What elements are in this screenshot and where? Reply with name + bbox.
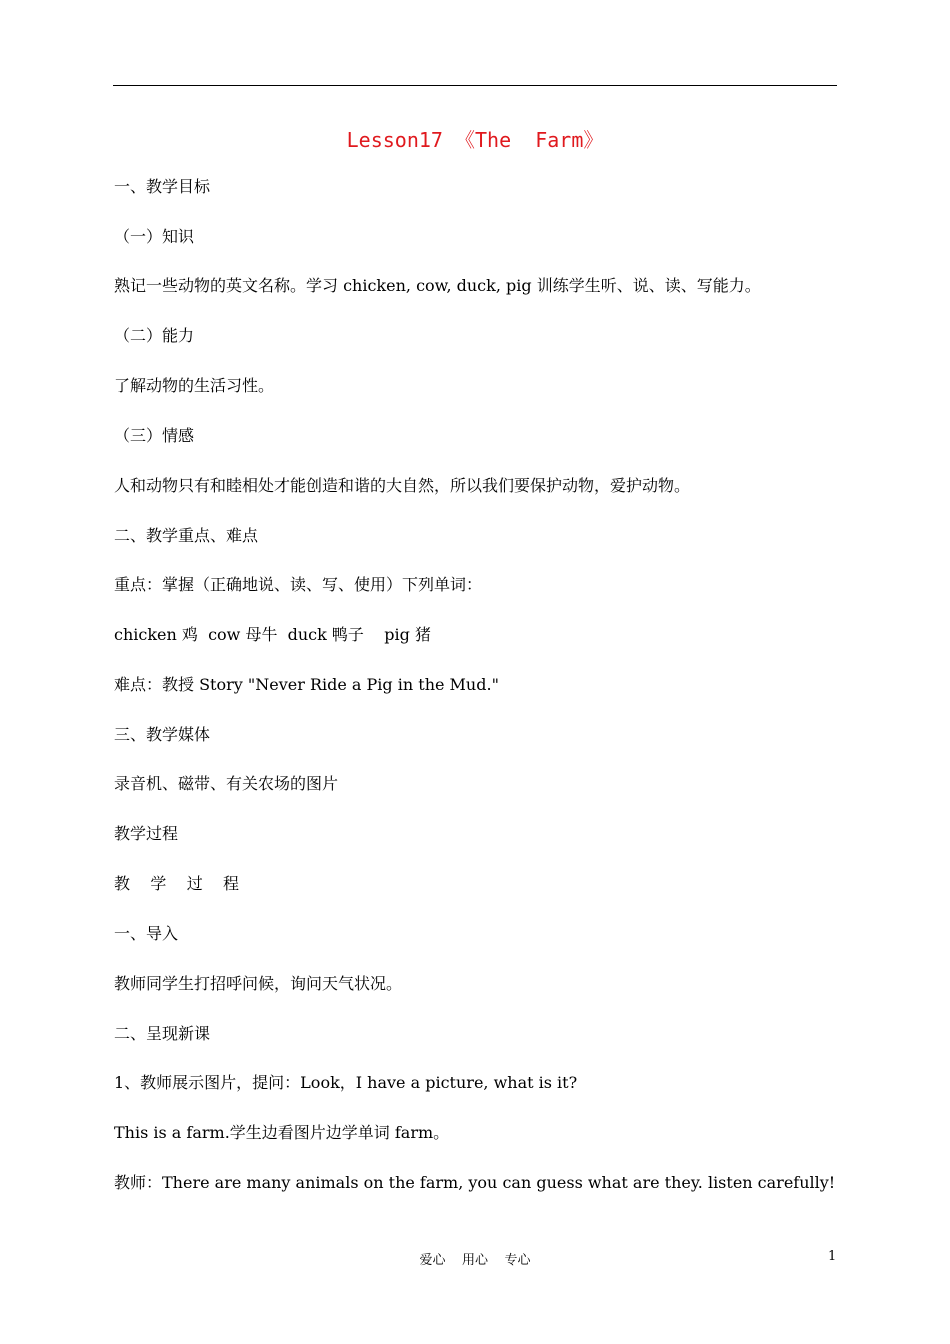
paragraph-step-1: 1、教师展示图片，提问：Look，I have a picture, what is it? xyxy=(114,1073,578,1092)
heading-teaching-process-spaced: 教 学 过 程 xyxy=(114,874,240,893)
paragraph-introduction: 教师同学生打招呼问候，询问天气状况。 xyxy=(114,974,403,993)
page-number: 1 xyxy=(828,1249,837,1264)
section-heading-key-points: 二、教学重点、难点 xyxy=(114,526,259,545)
vocabulary-list: chicken 鸡 cow 母牛 duck 鸭子 pig 猪 xyxy=(114,625,431,644)
document-title: Lesson17 《The Farm》 xyxy=(346,128,604,152)
paragraph-media: 录音机、磁带、有关农场的图片 xyxy=(114,774,339,793)
footer-motto: 爱心 用心 专心 xyxy=(419,1253,531,1268)
section-heading-media: 三、教学媒体 xyxy=(114,725,211,744)
paragraph-farm: This is a farm.学生边看图片边学单词 farm。 xyxy=(114,1123,450,1142)
section-heading-new-lesson: 二、呈现新课 xyxy=(114,1024,211,1043)
subheading-knowledge: （一）知识 xyxy=(114,227,195,246)
paragraph-emotion: 人和动物只有和睦相处才能创造和谐的大自然，所以我们要保护动物，爱护动物。 xyxy=(114,476,691,495)
header-rule xyxy=(113,85,837,86)
paragraph-key-point: 重点：掌握（正确地说、读、写、使用）下列单词： xyxy=(114,575,483,594)
heading-teaching-process: 教学过程 xyxy=(114,824,179,843)
subheading-ability: （二）能力 xyxy=(114,326,195,345)
paragraph-teacher-prompt: 教师：There are many animals on the farm, you can guess what are they. listen carefully! xyxy=(114,1173,836,1192)
section-heading-introduction: 一、导入 xyxy=(114,924,179,943)
paragraph-ability: 了解动物的生活习性。 xyxy=(114,376,275,395)
paragraph-knowledge: 熟记一些动物的英文名称。学习 chicken, cow, duck, pig 训练学生听、说、读、写能力。 xyxy=(114,276,761,295)
section-heading-objectives: 一、教学目标 xyxy=(114,177,211,196)
paragraph-difficulty: 难点：教授 Story "Never Ride a Pig in the Mud." xyxy=(114,675,499,694)
subheading-emotion: （三）情感 xyxy=(114,426,195,445)
